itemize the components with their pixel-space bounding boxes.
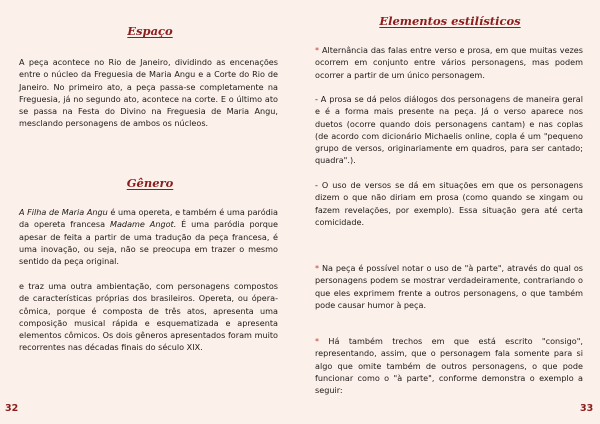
paragraph-prosa: - A prosa se dá pelos diálogos dos personagens de maneira geral e é a forma mais presente na peça. Já o verso aparece nos duetos (ocorre quando dois personagens cantam) e nas coplas (de acordo com dicionário Michaelis online, copla é um "pequeno grupo de versos, originariamente em quadros, para ser cantado; quadra".). (315, 94, 583, 166)
paragraph-a-parte-text: Na peça é possível notar o uso de "à parte", através do qual os personagens podem se mostrar verdadeiramente, contrariando o que eles exprimem frente a outros personagens, o que também pode causar humor à peça. (315, 263, 583, 310)
heading-genero: Gênero (126, 176, 174, 190)
asterisk-marker: * (315, 336, 320, 346)
paragraph-versos: - O uso de versos se dá em situações em que os personagens dizem o que não diriam em prosa (como quando se xingam ou fazem revelações, por exemplo). Essa situação gera até certa comicidade. (315, 180, 583, 227)
heading-elementos-estilisticos: Elementos estilísticos (379, 14, 521, 28)
paragraph-alternancia (315, 44, 583, 81)
asterisk-marker: * (315, 263, 320, 273)
right-page (300, 0, 600, 424)
paragraph-a-parte (315, 262, 583, 311)
paragraph-consigo (315, 335, 583, 396)
asterisk-marker: * (315, 45, 320, 55)
paragraph-espaco: A peça acontece no Rio de Janeiro, dividindo as encenações entre o núcleo da Freguesia de Maria Angu e a Corte do Rio de Janeiro. No primeiro ato, a peça passa-se completamente na Freguesia, já no segundo ato, acontece na corte. E o último ato se passa na Festa do Divino na Freguesia de Maria Angu, mesclando personagens de ambos os núcleos. (19, 57, 278, 129)
paragraph-consigo-text: Há também trechos em que está escrito "consigo", representando, assim, que o personagem fala somente para si algo que omite também de outros personagens, o que pode funcionar como o "à parte", conforme demonstra o exemplo a seguir: (315, 336, 583, 396)
paragraph-genero-2: e traz uma outra ambientação, com personagens compostos de características próprias dos brasileiros. Opereta, ou ópera-cômica, porque é composta de três atos, apresenta uma composição musical rápida e esquematizada e apresenta elementos cômicos. Os dois gêneros apresentados foram muito recorrentes nas décadas finais do século XIX. (19, 281, 278, 353)
paragraph-alternancia-text: Alternância das falas entre verso e prosa, em que muitas vezes ocorrem em conjunto entre vários personagens, mas podem ocorrer a partir de um único personagem. (315, 45, 583, 80)
paragraph-genero (19, 206, 278, 267)
paragraph-genero-text-b: É uma paródia porque apesar de feita a partir de uma tradução da peça francesa, é uma inovação, ou seja, não se preocupa em trazer o mesmo sentido da peça original. (19, 219, 278, 267)
heading-espaco: Espaço (127, 24, 173, 38)
page-number-left: 32 (5, 403, 19, 414)
paragraph-genero-text-a: é uma opereta, e também é uma paródia da opereta francesa (19, 207, 279, 230)
page-number-right: 33 (580, 403, 594, 414)
referenced-work-title: Madame Angot. (109, 219, 177, 230)
work-title: A Filha de Maria Angu (19, 207, 108, 217)
